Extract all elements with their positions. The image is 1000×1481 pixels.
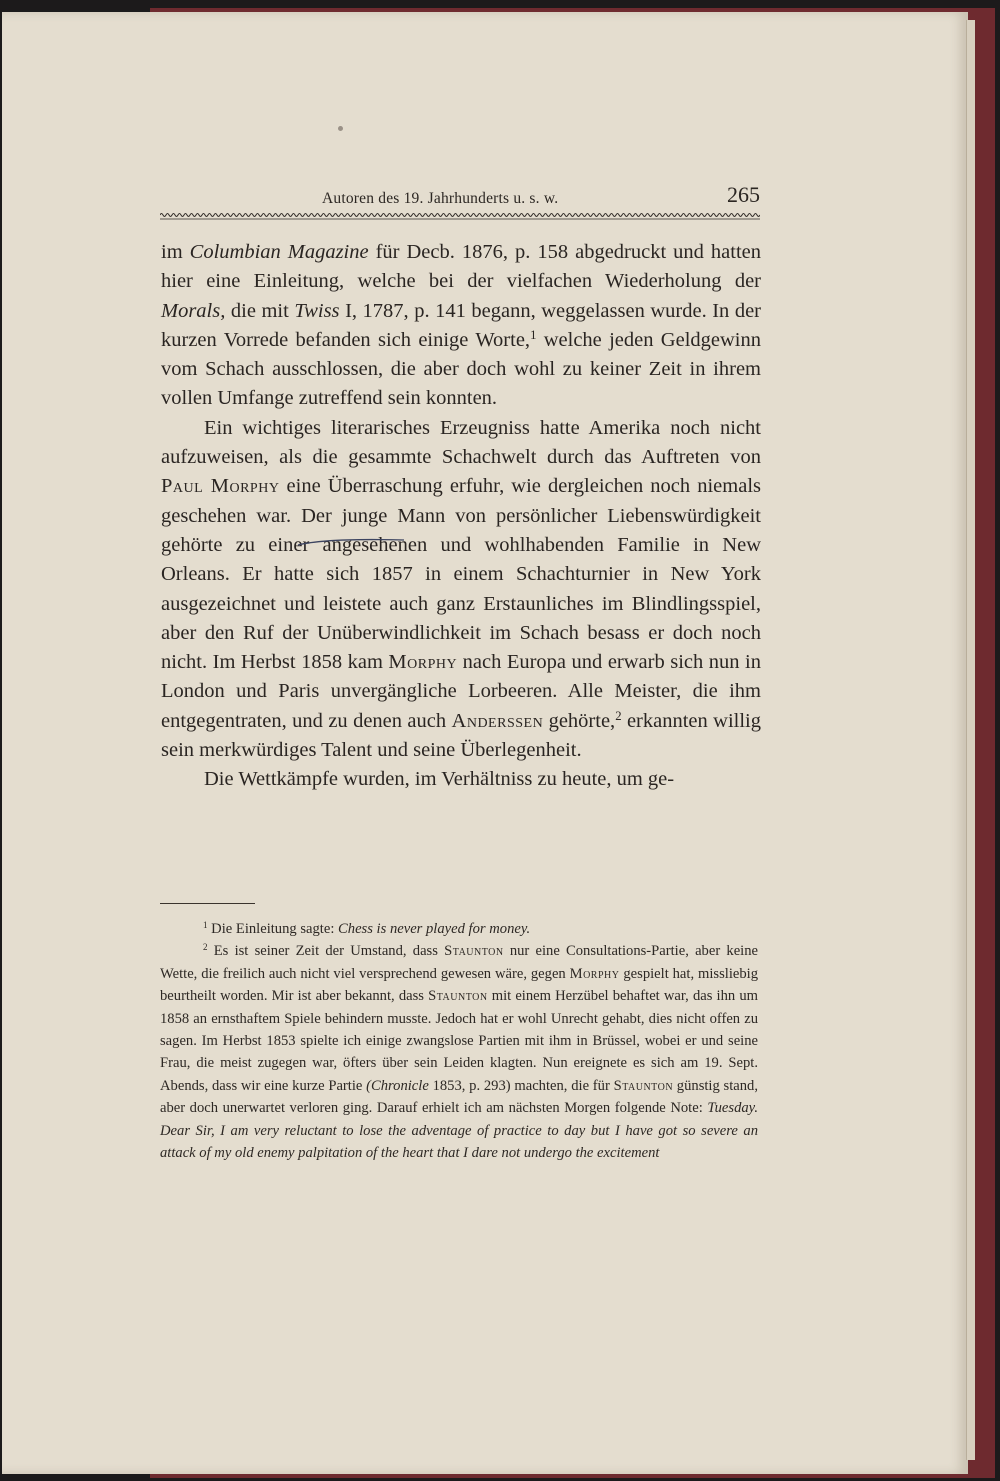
footnote-2: $^2$ Es ist seiner Zeit der Umstand, dass Staunton nur eine Consultations-Partie, aber keine Wette, die freilich auch nicht viel versprechend gewesen wäre, gegen Morphy gespielt hat, missliebig beurtheilt worden. Mir ist aber bekannt, dass Staunton mit einem Herzübel behaftet war, das ihn um 1858 an ernsthaftem Spiele behindern musste. Jedoch hat er wohl Unrecht gehabt, dies nicht offen zu sagen. Im Herbst 1853 spielte ich einige zwangslose Partien mit ihm in Brüssel, wobei er und seine Frau, die meist zugegen war, öfters über sein Leiden klagten. Nun ereignete es sich am 19. Sept. Abends, dass wir eine kurze Partie (Chronicle 1853, p. 293) machten, die für Staunton günstig stand, aber doch unerwartet verloren ging. Darauf erhielt ich am nächsten Morgen folgende Note: Tuesday. Dear Sir, I am very reluctant to lose the adventage of practice to day but I have got so severe an attack of my old enemy palpitation of the heart that I dare not undergo the excitement <box>160 942 759 1162</box>
italic-author: Twiss <box>294 299 340 322</box>
page-edge <box>966 20 975 1460</box>
paragraph-1: im Columbian Magazine für Decb. 1876, p. 158 abgedruckt und hatten hier eine Einleitung, welche bei der vielfachen Wiederholung der Morals, die mit Twiss I, 1787, p. 141 begann, weggelassen wurde. In der kurzen Vorrede befanden sich einige Worte,$^1$ welche jeden Geldgewinn vom Schach ausschlossen, die aber doch wohl zu keiner Zeit in ihrem vollen Umfange zutreffend sein konnten. <box>161 241 762 410</box>
person-name: Paul Morphy <box>161 475 280 498</box>
wavy-rule <box>160 212 760 220</box>
paragraph-2: Ein wichtiges literarisches Erzeugniss hatte Amerika noch nicht aufzuweisen, als die gesammte Schachwelt durch das Auftreten von Paul Morphy eine Überraschung erfuhr, wie dergleichen noch niemals geschehen war. Der junge Mann von persönlicher Liebenswürdigkeit gehörte zu einer angesehenen und wohlhabenden Familie in New Orleans. Er hatte sich 1857 in einem Schachturnier in New York ausgezeichnet und leistete auch ganz Erstaunliches im Blindlingsspiel, aber den Ruf der Unüberwindlichkeit im Schach besass er doch noch nicht. Im Herbst 1858 kam Morphy nach Europa und erwarb sich nun in London und Paris unvergängliche Lorbeeren. Alle Meister, die ihm entgegentraten, und zu denen auch Anderssen gehörte,$^2$ erkannten willig sein merkwürdiges Talent und seine Überlegenheit. <box>161 416 762 762</box>
italic-title: Columbian Magazine <box>189 241 369 263</box>
paragraph-3: Die Wettkämpfe wurden, im Verhältniss zu heute, um ge- <box>204 768 675 791</box>
footnote-separator <box>160 903 255 904</box>
footnote-1: $^1$ Die Einleitung sagte: Chess is never played for money. <box>203 920 531 937</box>
footnotes <box>160 918 758 1164</box>
footnote-ref: 2 <box>615 708 622 723</box>
page-number: 265 <box>727 182 760 207</box>
footnote-ref: 1 <box>530 327 537 342</box>
person-name: Anderssen <box>451 709 544 732</box>
pencil-underline-mark <box>296 537 406 547</box>
running-head-title: Autoren des 19. Jahrhunderts u. s. w. <box>322 190 559 207</box>
ink-speck <box>338 126 343 131</box>
body-text <box>161 238 761 795</box>
person-name: Morphy <box>388 651 458 674</box>
running-head <box>160 182 760 216</box>
italic-title: Morals, <box>161 299 226 322</box>
